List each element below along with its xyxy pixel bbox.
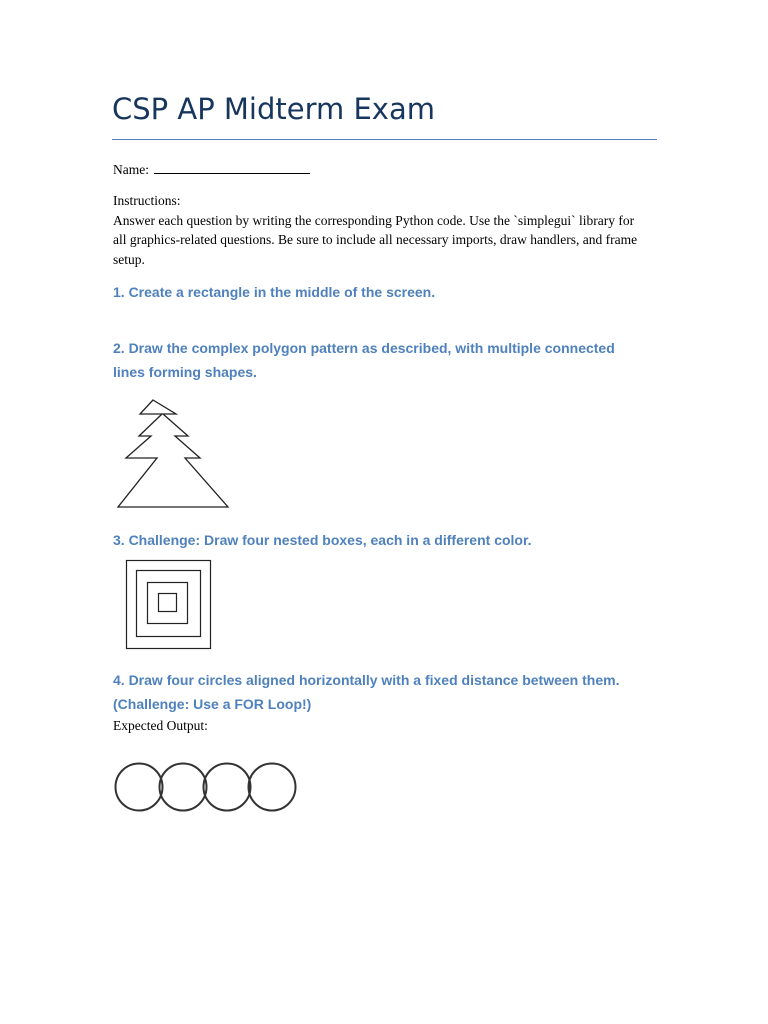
name-blank-line <box>154 161 310 174</box>
instructions-body: Answer each question by writing the corresponding Python code. Use the `simplegui` library for all graphics-related questions. Be sure to include all necessary imports, draw handlers, and frame setup. <box>113 212 638 267</box>
title-underline <box>112 139 657 140</box>
second-box <box>137 571 201 637</box>
nested-boxes-figure <box>125 559 213 651</box>
four-circles-figure <box>112 752 304 824</box>
page-title: CSP AP Midterm Exam <box>112 92 435 126</box>
circle-3 <box>204 764 251 811</box>
circle-1 <box>116 764 163 811</box>
name-field <box>113 160 310 180</box>
outer-box <box>127 561 211 649</box>
tree-polygon-figure <box>114 396 232 512</box>
instructions-heading: Instructions: <box>113 193 181 208</box>
third-box <box>148 583 188 624</box>
question-4: 4. Draw four circles aligned horizontally with a fixed distance between them. (Challenge: Use a FOR Loop!) <box>113 672 620 712</box>
question-3: 3. Challenge: Draw four nested boxes, each in a different color. <box>113 532 532 548</box>
circle-4 <box>249 764 296 811</box>
tree-polygon-outline <box>118 400 228 507</box>
name-label: Name: <box>113 162 149 177</box>
inner-box <box>159 594 177 612</box>
question-1: 1. Create a rectangle in the middle of the screen. <box>113 284 436 300</box>
circle-2 <box>160 764 207 811</box>
instructions-block <box>113 191 643 269</box>
question-2: 2. Draw the complex polygon pattern as described, with multiple connected lines forming shapes. <box>113 340 615 380</box>
expected-output-label: Expected Output: <box>113 718 208 733</box>
